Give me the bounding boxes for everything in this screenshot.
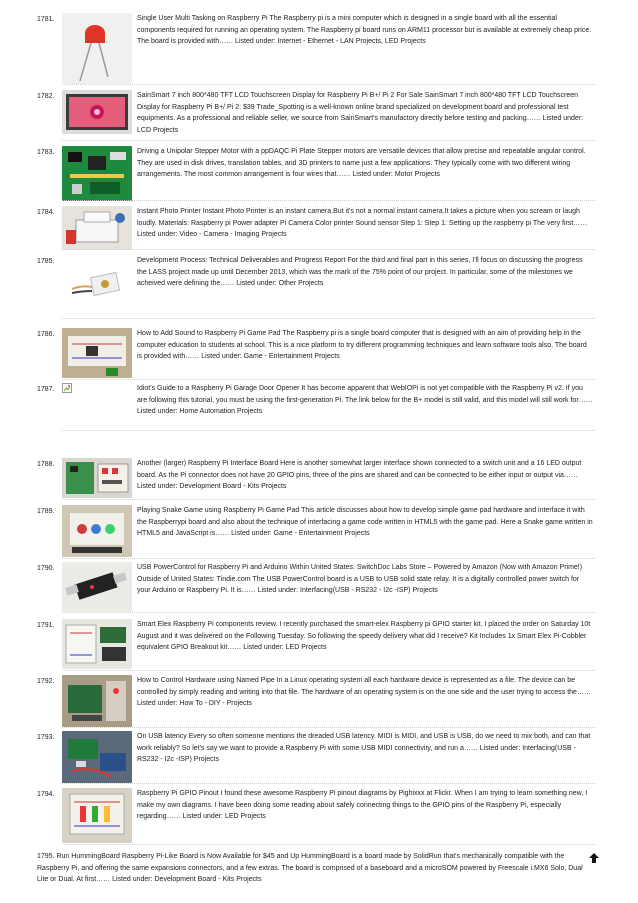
item-number: 1787. xyxy=(37,386,55,393)
item-number: 1786. xyxy=(37,331,55,338)
divider xyxy=(62,499,595,500)
item-description[interactable]: USB PowerControl for Raspberry Pi and Arduino Within United States: SwitchDoc Labs Store – Powered by Amazon (Now with Amazon Prime!) Outside of United States: Tindie.com The USB PowerControl board is a USB to USB solid state relay. It is a digitally controlled power switch for your Arduino or Raspberry Pi. It is…… Listed under: Interfacing(USB - RS232 - I2c -ISP) Projects xyxy=(137,564,583,594)
lcd-screen-icon xyxy=(62,90,132,134)
gpio-pinout-photo-thumbnail[interactable] xyxy=(62,788,132,843)
item-number: 1785. xyxy=(37,258,55,265)
item-text: Run HummingBoard Raspberry Pi-Like Board is Now Available for $45 and Up HummingBoard is a board made by SolidRun that's mechanically compatible with the Raspberry Pi, and offering the same expansions connectors, and a few extras. The board is comprised of a baseboard and a microSOM powered by Freescale i.MX6 Solo, Dual Lite or Dual. At first…… Listed under: Development Board - Kits Projects xyxy=(37,853,583,883)
item-number: 1792. xyxy=(37,678,55,685)
item-description[interactable]: SainSmart 7 inch 800*480 TFT LCD Touchscreen Display for Raspberry Pi B+/ Pi 2 For Sale SainSmart 7 inch 800*480 TFT LCD Touchscreen Display for Raspberry Pi B+/ Pi 2: $39 Trade_Spotting is a well-known online brand specialized on development board and professional test equipments. As a professional and reliable seller, we source from SainSmart's manufactory directly before testing and packing…… Listed under: LCD Projects xyxy=(137,92,584,134)
item-number: 1790. xyxy=(37,565,55,572)
item-description[interactable]: On USB latency Every so often someone mentions the dreaded USB latency. MIDI is MIDI, and USB is USB, do we need to mix both, and can that work reliably? So let's say we want to provide a Raspberry Pi with some USB MIDI connectivity, and run a…… Listed under: Interfacing(USB - RS232 - I2c -ISP) Projects xyxy=(137,733,591,763)
led-icon xyxy=(62,13,132,84)
breadboard-icon xyxy=(62,328,132,378)
item-description[interactable] xyxy=(37,851,593,886)
divider xyxy=(62,558,595,559)
item-description[interactable]: Instant Photo Printer Instant Photo Printer is an instant camera.But it's not a normal instant camera.It takes a picture when you scream or laugh loudly. Materials: Raspberry pi Power adapter Pi Camera Color printer Sound sensor Step 1: Step 1: Setting up the raspberry pi The very first…… Listed under: Video - Camera - Imaging Projects xyxy=(137,208,588,238)
item-number: 1788. xyxy=(37,461,55,468)
hardware-photo-thumbnail[interactable] xyxy=(62,675,132,727)
divider xyxy=(62,318,595,319)
sensor-module-icon xyxy=(62,255,132,317)
usb-midi-photo-thumbnail[interactable] xyxy=(62,731,132,783)
divider xyxy=(62,612,595,613)
divider xyxy=(62,670,595,671)
item-description[interactable]: How to Control Hardware using Named Pipe In a Linux operating system all each hardware device is represented as a file. The device can be controlled by simply reading and writing into that file. The hardware of an operating system is on the one side and the user trying to access the…… Listed under: How To - DIY - Projects xyxy=(137,677,591,707)
sensor-module-photo-thumbnail[interactable] xyxy=(62,255,132,317)
printer-photo-thumbnail[interactable] xyxy=(62,206,132,250)
scroll-to-top-icon[interactable] xyxy=(589,853,599,863)
pcb-board-photo-thumbnail[interactable] xyxy=(62,146,132,201)
item-description[interactable]: Another (larger) Raspberry Pi Interface Board Here is another somewhat larger interface shown connected to a switch unit and a 16 LED output board. As the Pi connector does not have 20 GPIO pins, three of the pins are shared and can be connected to be either input or output via…… Listed under: Development Board - Kits Projects xyxy=(137,460,582,490)
usb-board-photo-thumbnail[interactable] xyxy=(62,562,132,612)
item-description[interactable]: Raspberry Pi GPIO Pinout I found these awesome Raspberry Pi pinout diagrams by Pighixxx at Flickr. When I am trying to learn something new, I make my own diagrams. I have been doing some reading about safely connecting things to the GPIO pins of the Raspberry Pi, especially regarding…… Listed under: LED Projects xyxy=(137,790,588,820)
components-kit-icon xyxy=(62,619,132,669)
item-number: 1795. xyxy=(37,853,55,860)
printer-icon xyxy=(62,206,132,250)
item-number: 1789. xyxy=(37,508,55,515)
breadboard-photo-thumbnail[interactable] xyxy=(62,328,132,378)
led-photo-thumbnail[interactable] xyxy=(62,13,132,84)
divider xyxy=(62,249,595,250)
item-number: 1781. xyxy=(37,16,55,23)
item-number: 1783. xyxy=(37,149,55,156)
game-pad-photo-thumbnail[interactable] xyxy=(62,505,132,557)
item-number: 1791. xyxy=(37,622,55,629)
divider xyxy=(62,727,595,728)
divider xyxy=(62,140,595,141)
interface-board-photo-thumbnail[interactable] xyxy=(62,458,132,498)
item-description[interactable]: Smart Elex Raspberry Pi components review. I recently purchased the smart-elex Raspberry pi GPIO starter kit. I placed the order on Saturday 10t August and it was delivered on the Following Tuesday. So following the speedy delivery what did I receive? Kit Includes 1x Smart Elex Pi-Cobbler equivalent GPIO Breakout kit…… Listed under: LED Projects xyxy=(137,621,591,651)
item-description[interactable]: Single User Multi Tasking on Raspberry Pi The Raspberry pi is a mini computer which is designed in a single board with all the essential components required for running an operating system. The Raspberry pi board runs on ARM11 processor but is available at extremely cheap price. The board is provided with…… Listed under: Internet - Ethernet - LAN Projects, LED Projects xyxy=(137,15,592,45)
item-description[interactable]: Development Process: Technical Deliverables and Progress Report For the third and final part in this series, I'll focus on discussing the progress the LASS project made up until December 2013, which was the mark of the 75% point of our project. In particular, some of the milestones we acheived were defining the…… Listed under: Other Projects xyxy=(137,257,583,287)
divider xyxy=(62,844,595,845)
game-pad-icon xyxy=(62,505,132,557)
usb-board-icon xyxy=(62,562,132,612)
item-number: 1782. xyxy=(37,93,55,100)
broken-image-icon xyxy=(62,383,132,393)
usb-midi-icon xyxy=(62,731,132,783)
item-description[interactable]: Playing Snake Game using Raspberry Pi Game Pad This article discusses about how to develop simple game pad hardware and interface it with the Raspberrypi board and also about the technique of interfacing a game code written in HTML5 with the game pad. Here a Snake game written in HTML5 and JavaScript is…… Listed under: Game - Entertainment Projects xyxy=(137,507,593,537)
lcd-screen-photo-thumbnail[interactable] xyxy=(62,90,132,134)
divider xyxy=(62,84,595,85)
item-number: 1794. xyxy=(37,791,55,798)
item-number: 1784. xyxy=(37,209,55,216)
divider xyxy=(62,430,595,431)
gpio-pinout-icon xyxy=(62,788,132,843)
item-description[interactable]: Driving a Unipolar Stepper Motor with a ppDAQC Pi Plate Stepper motors are versatile devices that allow precise and repeatable angular control. They are used in disk drives, translation tables, and 3D printers to name just a few applications. They typically come with two different wiring arrangements. The most common arrangement is four wires that…… Listed under: Motor Projects xyxy=(137,148,586,178)
pcb-board-icon xyxy=(62,146,132,201)
divider xyxy=(62,200,595,201)
item-description[interactable]: How to Add Sound to Raspberry Pi Game Pad The Raspberry pi is a single board computer that is designed with an aim of providing help in the computer education to students at school. This is a nice platform to try different programming techniques and learn software tools also. The board is provided with…… Listed under: Game - Entertainment Projects xyxy=(137,330,587,360)
divider xyxy=(62,783,595,784)
item-description[interactable]: Idiot's Guide to a Raspberry Pi Garage Door Opener It has become apparent that WebIOPi is not yet compatible with the Raspberry Pi v2. If you are following this tutorial, you must be using the first-generation Pi. The link below for the B+ model is still valid, and this model will still work for…… Listed under: Home Automation Projects xyxy=(137,385,593,415)
hardware-icon xyxy=(62,675,132,727)
item-number: 1793. xyxy=(37,734,55,741)
divider xyxy=(62,379,595,380)
components-kit-photo-thumbnail[interactable] xyxy=(62,619,132,669)
interface-board-icon xyxy=(62,458,132,498)
